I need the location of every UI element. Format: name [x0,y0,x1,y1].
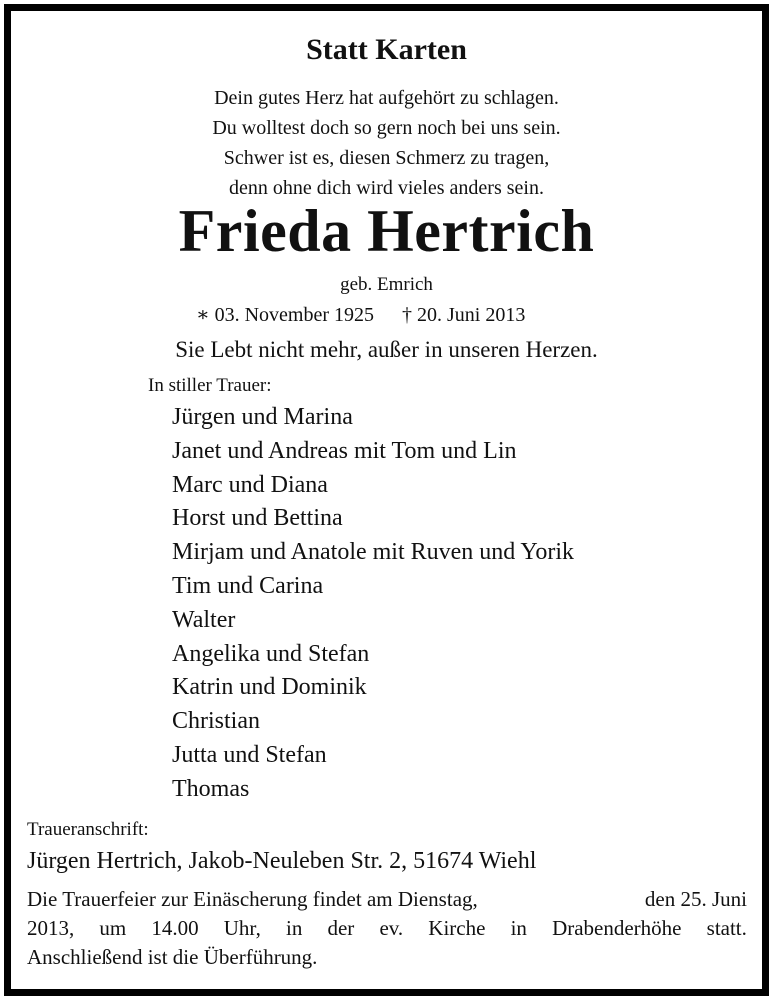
mourning-intro: In stiller Trauer: [148,375,272,396]
list-item: Janet und Andreas mit Tom und Lin [172,437,517,464]
list-item: Katrin und Dominik [172,674,367,701]
service-word: statt. [706,916,747,940]
service-word: 2013, [27,916,75,940]
service-word: der [327,916,355,940]
service-line [27,943,747,972]
notice-heading: Statt Karten [306,33,467,66]
list-item: Walter [172,606,236,633]
list-item: Horst und Bettina [172,505,343,532]
service-word: ev. [379,916,404,940]
service-line [27,914,747,943]
service-word: Kirche [428,916,486,940]
service-word: 14.00 [151,916,199,940]
death-date: † 20. Juni 2013 [402,304,526,326]
poem [11,83,762,203]
service-word: Drabenderhöhe [552,916,682,940]
service-line [27,885,747,914]
service-word: um [99,916,127,940]
service-word: Anschließend ist die Überführung. [27,945,318,969]
poem-line: Du wolltest doch so gern noch bei uns sein. [212,117,561,139]
list-item: Tim und Carina [172,572,324,599]
address: Jürgen Hertrich, Jakob-Neuleben Str. 2, 51674 Wiehl [27,848,537,874]
service-word: in [510,916,527,940]
list-item: Angelika und Stefan [172,640,370,667]
service-word: Die Trauerfeier zur Einäscherung findet am Dienstag, [27,887,478,911]
list-item: Marc und Diana [172,471,328,498]
service-word: den 25. Juni [644,887,747,911]
birth-date: ∗ 03. November 1925 [196,304,375,326]
list-item: Mirjam und Anatole mit Ruven und Yorik [172,539,574,566]
obituary-notice [4,4,769,996]
service-word: Uhr, [223,916,261,940]
deceased-name: Frieda Hertrich [178,198,595,264]
poem-line: Dein gutes Herz hat aufgehört zu schlagen. [214,87,559,109]
address-label: Traueranschrift: [27,819,149,840]
service-word: in [285,916,303,940]
list-item: Jürgen und Marina [172,404,353,430]
life-dates [196,302,525,327]
poem-line: denn ohne dich wird vieles anders sein. [229,177,544,199]
list-item: Jutta und Stefan [172,741,327,768]
maiden-name: geb. Emrich [340,274,433,295]
mourners-list [172,401,574,807]
motto: Sie Lebt nicht mehr, außer in unseren Herzen. [175,337,598,362]
poem-line: Schwer ist es, diesen Schmerz zu tragen, [223,147,550,169]
list-item: Thomas [172,775,250,802]
service-details [27,885,747,972]
list-item: Christian [172,708,260,735]
